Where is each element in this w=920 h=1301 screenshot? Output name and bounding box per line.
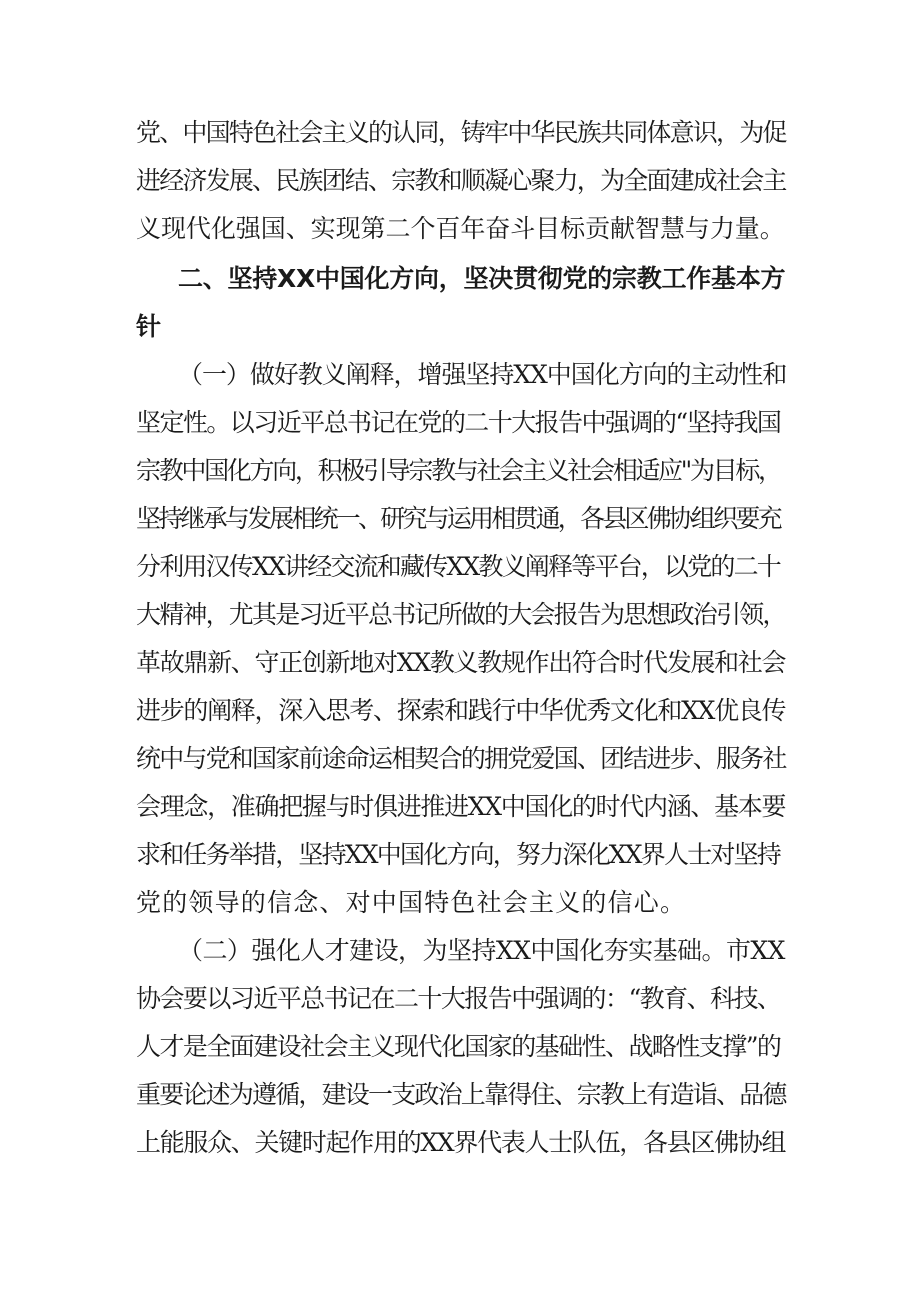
para2-line-5: 上能服众、关键时起作用的XX界代表人士队伍，各县区佛协组 (136, 1128, 786, 1157)
para1-line-7: 革故鼎新、守正创新地对XX教义教规作出符合时代发展和社会 (136, 648, 786, 677)
para1-line-1: （一）做好教义阐释，增强坚持XX中国化方向的主动性和 (178, 360, 787, 389)
section-heading-line-2: 针 (136, 312, 163, 341)
para2-line-1: （二）强化人才建设，为坚持XX中国化夯实基础。市XX (178, 936, 785, 965)
para1-line-9: 统中与党和国家前途命运相契合的拥党爱国、团结进步、服务社 (136, 744, 786, 773)
para1-line-5: 分利用汉传XX讲经交流和藏传XX教义阐释等平台，以党的二十 (136, 552, 780, 581)
para2-line-2: 协会要以习近平总书记在二十大报告中强调的：“教育、科技、 (136, 984, 781, 1013)
para1-line-2: 坚定性。以习近平总书记在党的二十大报告中强调的“坚持我国 (136, 408, 781, 437)
para1-line-4: 坚持继承与发展相统一、研究与运用相贯通，各县区佛协组织要充 (136, 504, 780, 533)
para1-line-3: 宗教中国化方向，积极引导宗教与社会主义社会相适应''为目标， (136, 456, 781, 485)
para1-line-12: 党的领导的信念、对中国特色社会主义的信心。 (136, 888, 687, 917)
para2-line-4: 重要论述为遵循，建设一支政治上靠得住、宗教上有造诣、品德 (136, 1080, 786, 1109)
intro-line-3: 义现代化强国、实现第二个百年奋斗目标贡献智慧与力量。 (136, 214, 785, 243)
intro-line-2: 进经济发展、民族团结、宗教和顺凝心聚力，为全面建成社会主 (136, 166, 786, 195)
para1-line-11: 求和任务举措，坚持XX中国化方向，努力深化XX界人士对坚持 (136, 840, 780, 869)
para1-line-6: 大精神，尤其是习近平总书记所做的大会报告为思想政治引领， (136, 600, 786, 629)
para2-line-3: 人才是全面建设社会主义现代化国家的基础性、战略性支撑”的 (136, 1032, 781, 1061)
intro-line-1: 党、中国特色社会主义的认同，铸牢中华民族共同体意识，为促 (136, 118, 786, 147)
section-heading-line-1: 二、坚持XX中国化方向，坚决贯彻党的宗教工作基本方 (178, 264, 786, 293)
para1-line-8: 进步的阐释，深入思考、探索和践行中华优秀文化和XX优良传 (136, 696, 786, 725)
para1-line-10: 会理念，准确把握与时俱进推进XX中国化的时代内涵、基本要 (136, 792, 786, 821)
